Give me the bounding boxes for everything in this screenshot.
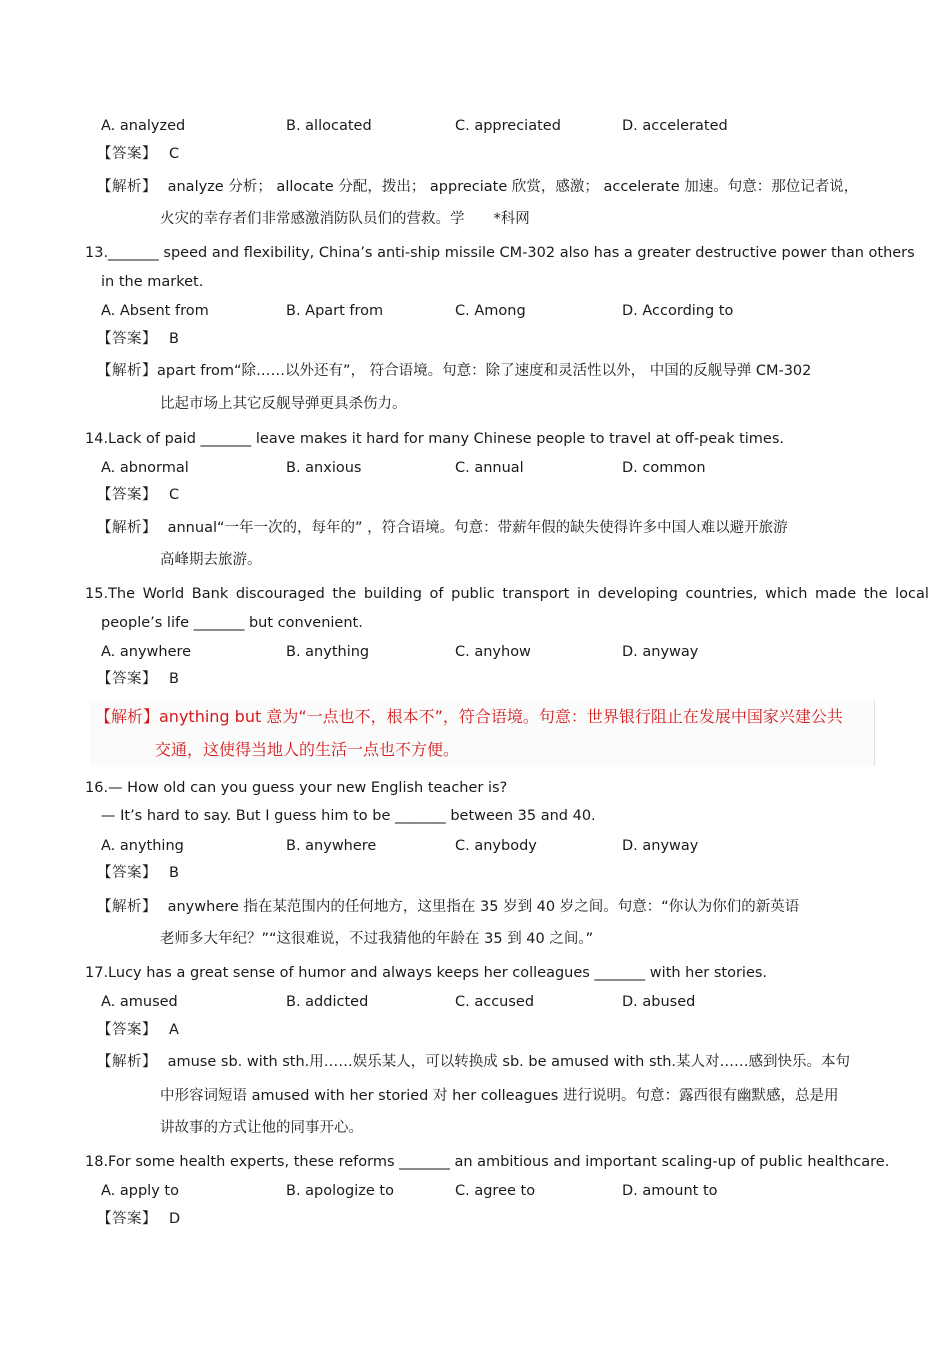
analysis-label: 【解析】 (97, 179, 157, 195)
q12-options (101, 116, 861, 136)
answer-value: B (169, 671, 179, 687)
q17-analysis-line-1 (97, 1052, 850, 1072)
analysis-text: anywhere 指在某范围内的任何地方，这里指在 35 岁到 40 岁之间。句意：“你认为你们的新英语 (167, 899, 800, 915)
answer-value: A (169, 1022, 179, 1038)
q18-option-d: D. amount to (622, 1183, 718, 1199)
answer-value: D (169, 1211, 181, 1227)
q15-option-a: A. anywhere (101, 644, 192, 660)
q13-option-c: C. Among (455, 303, 526, 319)
analysis-label: 【解析】 (97, 363, 157, 379)
q16-answer (97, 863, 179, 883)
q12-analysis-line-1 (97, 177, 858, 197)
q13-answer (97, 329, 179, 349)
q16-option-a: A. anything (101, 838, 184, 854)
analysis-text: annual“一年一次的，每年的” ，符合语境。句意：带薪年假的缺失使得许多中国人难以避开旅游 (167, 520, 788, 536)
answer-label: 【答案】 (97, 865, 157, 881)
q16-options (101, 836, 861, 856)
q16-analysis-line-1 (97, 897, 799, 917)
q13-stem-line-2: in the market. (101, 274, 204, 290)
answer-value: C (169, 146, 180, 162)
answer-label: 【答案】 (97, 487, 157, 503)
q14-options (101, 458, 861, 478)
analysis-text: amuse sb. with sth.用……娱乐某人，可以转换成 sb. be amused with sth.某人对……感到快乐。本句 (167, 1054, 850, 1070)
q15-option-d: D. anyway (622, 644, 699, 660)
answer-value: B (169, 865, 179, 881)
analysis-label: 【解析】 (97, 1054, 157, 1070)
q14-option-c: C. annual (455, 460, 524, 476)
q16-stem-line-1: 16.— How old can you guess your new English teacher is? (85, 780, 508, 796)
q16-option-d: D. anyway (622, 838, 699, 854)
q15-option-b: B. anything (286, 644, 370, 660)
q12-option-d: D. accelerated (622, 118, 728, 134)
answer-value: B (169, 331, 179, 347)
q14-option-b: B. anxious (286, 460, 362, 476)
q15-stem-line-1: 15.The World Bank discouraged the building of public transport in developing countries, which made the local (85, 586, 929, 602)
q17-option-a: A. amused (101, 994, 178, 1010)
q18-options (101, 1181, 861, 1201)
q15-answer (97, 669, 179, 689)
q13-option-a: A. Absent from (101, 303, 209, 319)
answer-label: 【答案】 (97, 1022, 157, 1038)
q13-stem-line-1: 13._______ speed and flexibility, China’s anti-ship missile CM-302 also has a greater destructive power than others (85, 245, 915, 261)
q13-option-b: B. Apart from (286, 303, 384, 319)
q16-option-b: B. anywhere (286, 838, 377, 854)
q15-option-c: C. anyhow (455, 644, 531, 660)
q16-analysis-line-2: 老师多大年纪？”“这很难说，不过我猜他的年龄在 35 到 40 之间。” (160, 931, 594, 947)
q16-stem-line-2: — It’s hard to say. But I guess him to be _______ between 35 and 40. (101, 808, 596, 824)
analysis-text: apart from“除……以外还有”， 符合语境。句意：除了速度和灵活性以外， 中国的反舰导弹 CM-302 (157, 363, 812, 379)
analysis-label: 【解析】 (97, 520, 157, 536)
q17-analysis-line-2: 中形容词短语 amused with her storied 对 her colleagues 进行说明。句意：露西很有幽默感，总是用 (160, 1088, 839, 1104)
q17-option-b: B. addicted (286, 994, 369, 1010)
q12-option-b: B. allocated (286, 118, 372, 134)
q14-analysis-line-1 (97, 518, 788, 538)
q13-option-d: D. According to (622, 303, 734, 319)
q12-answer (97, 144, 179, 164)
answer-label: 【答案】 (97, 146, 157, 162)
q17-analysis-line-3: 讲故事的方式让他的同事开心。 (160, 1120, 363, 1136)
q14-option-a: A. abnormal (101, 460, 189, 476)
q18-option-c: C. agree to (455, 1183, 536, 1199)
q13-analysis-line-1 (97, 361, 811, 381)
q17-option-c: C. accused (455, 994, 535, 1010)
q17-answer (97, 1020, 179, 1040)
analysis-text: analyze 分析； allocate 分配，拨出； appreciate 欣赏，感激； accelerate 加速。句意：那位记者说， (167, 179, 859, 195)
q17-stem-line-1: 17.Lucy has a great sense of humor and always keeps her colleagues _______ with her stories. (85, 965, 768, 981)
q12-option-a: A. analyzed (101, 118, 186, 134)
analysis-label: 【解析】 (97, 899, 157, 915)
q12-option-c: C. appreciated (455, 118, 561, 134)
q15-stem-line-2: people’s life _______ but convenient. (101, 615, 363, 631)
q17-options (101, 992, 861, 1012)
q15-analysis-line-2: 交通，这使得当地人的生活一点也不方便。 (155, 740, 460, 759)
q14-stem-line-1: 14.Lack of paid _______ leave makes it hard for many Chinese people to travel at off-peak times. (85, 431, 785, 447)
q16-option-c: C. anybody (455, 838, 537, 854)
q18-stem-line-1: 18.For some health experts, these reforms _______ an ambitious and important scaling-up of public healthcare. (85, 1154, 890, 1170)
q17-option-d: D. abused (622, 994, 696, 1010)
q13-options (101, 301, 861, 321)
q14-option-d: D. common (622, 460, 706, 476)
q18-option-b: B. apologize to (286, 1183, 394, 1199)
q18-option-a: A. apply to (101, 1183, 179, 1199)
q15-options (101, 642, 861, 662)
q12-analysis-line-2: 火灾的幸存者们非常感激消防队员们的营救。学 *科网 (160, 211, 530, 227)
q18-answer (97, 1209, 180, 1229)
q14-answer (97, 485, 179, 505)
q13-analysis-line-2: 比起市场上其它反舰导弹更具杀伤力。 (160, 396, 407, 412)
q15-analysis-line-1: 【解析】anything but 意为“一点也不，根本不”，符合语境。句意：世界银行阻止在发展中国家兴建公共 (95, 707, 843, 726)
answer-value: C (169, 487, 180, 503)
answer-label: 【答案】 (97, 331, 157, 347)
answer-label: 【答案】 (97, 671, 157, 687)
q14-analysis-line-2: 高峰期去旅游。 (160, 552, 262, 568)
answer-label: 【答案】 (97, 1211, 157, 1227)
